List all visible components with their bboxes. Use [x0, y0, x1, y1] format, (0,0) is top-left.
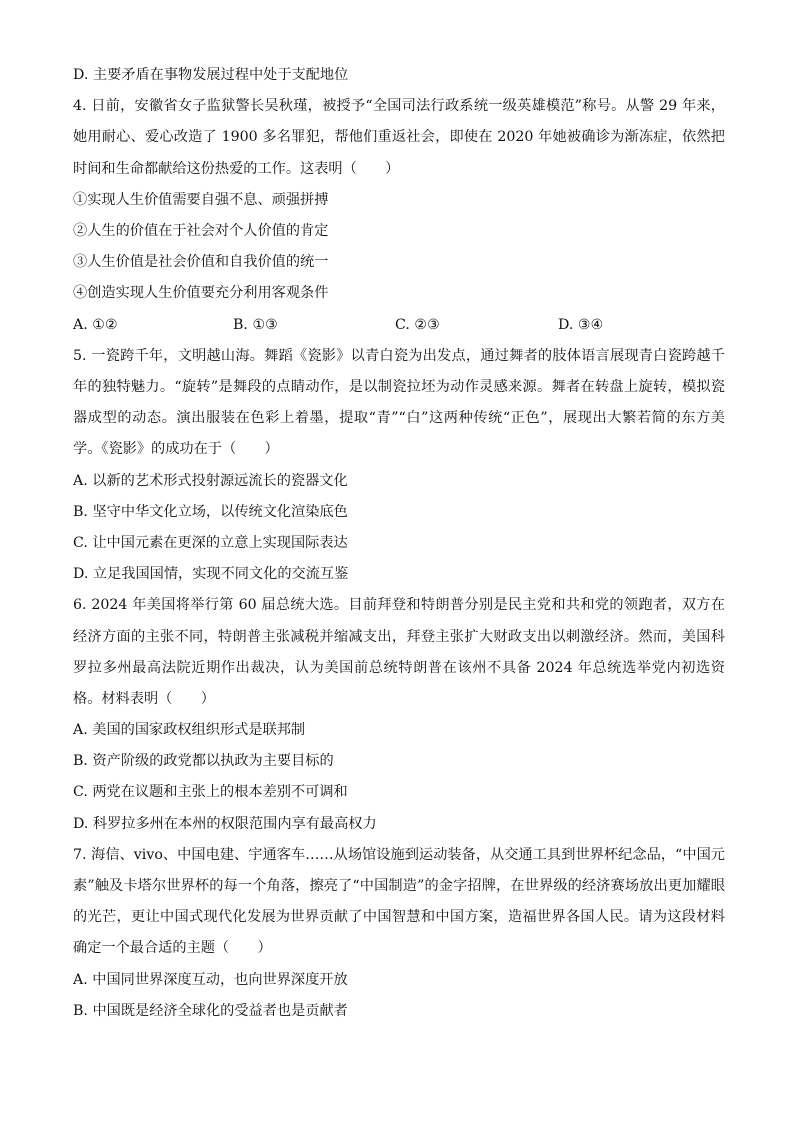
q6-option-d: D. 科罗拉多州在本州的权限范围内享有最高权力	[73, 815, 377, 832]
q5-option-c: C. 让中国元素在更深的立意上实现国际表达	[73, 534, 348, 551]
q6-stem	[73, 590, 725, 715]
q4-statement-1: ①实现人生价值需要自强不息、顽强拼搏	[73, 191, 329, 208]
q4-options	[73, 310, 725, 341]
q4-option-b: B. ①③	[233, 316, 278, 333]
q3-option-d: D. 主要矛盾在事物发展过程中处于支配地位	[73, 67, 349, 83]
q7-option-a: A. 中国同世界深度互动，也向世界深度开放	[73, 971, 348, 988]
q4-statement-4: ④创造实现人生价值要充分利用客观条件	[73, 285, 329, 302]
q6-option-a: A. 美国的国家政权组织形式是联邦制	[73, 722, 306, 739]
q7-option-b: B. 中国既是经济全球化的受益者也是贡献者	[73, 1002, 348, 1019]
q7-stem	[73, 840, 725, 965]
q6-option-c: C. 两党在议题和主张上的根本差别不可调和	[73, 784, 348, 801]
q4-option-d: D. ③④	[558, 316, 604, 333]
q4-option-c: C. ②③	[395, 316, 440, 333]
q6-stem-text: 6. 2024 年美国将举行第 60 届总统大选。目前拜登和特朗普分别是民主党和共和党的领跑者，双方在经济方面的主张不同，特朗普主张减税并缩减支出，拜登主张扩大财政支出以刺激经济。然而，美国科罗拉多州最高法院近期作出裁决，认为美国前总统特朗普在该州不具备 2024 年总统选举党内初选资格。材料表明（ ）	[73, 597, 725, 707]
q4-option-a: A. ①②	[73, 316, 118, 333]
q4-statement-3: ③人生价值是社会价值和自我价值的统一	[73, 254, 329, 271]
q6-option-b: B. 资产阶级的政党都以执政为主要目标的	[73, 753, 334, 770]
q5-option-d: D. 立足我国国情，实现不同文化的交流互鉴	[73, 566, 349, 583]
q5-stem	[73, 341, 725, 466]
q5-stem-text: 5. 一瓷跨千年，文明越山海。舞蹈《瓷影》以青白瓷为出发点，通过舞者的肢体语言展现青白瓷跨越千年的独特魅力。“旋转”是舞段的点睛动作，是以制瓷拉坯为动作灵感来源。舞者在转盘上旋转，模拟瓷器成型的动态。演出服装在色彩上着墨，提取“青”“白”这两种传统“正色”，展现出大繁若简的东方美学。《瓷影》的成功在于（ ）	[73, 347, 725, 458]
q5-option-b: B. 坚守中华文化立场，以传统文化渲染底色	[73, 503, 348, 520]
q5-option-a: A. 以新的艺术形式投射源远流长的瓷器文化	[73, 472, 348, 489]
q4-statement-2: ②人生的价值在于社会对个人价值的肯定	[73, 222, 329, 239]
page-content	[73, 60, 725, 1027]
q7-stem-text: 7. 海信、vivo、中国电建、宇通客车……从场馆设施到运动装备，从交通工具到世界杯纪念品，“中国元素”触及卡塔尔世界杯的每一个角落，擦亮了“中国制造”的金字招牌，在世界级的经济赛场放出更加耀眼的光芒，更让中国式现代化发展为世界贡献了中国智慧和中国方案，造福世界各国人民。请为这段材料确定一个最合适的主题（ ）	[73, 846, 725, 957]
q4-stem	[73, 91, 725, 185]
q4-stem-text: 4. 日前，安徽省女子监狱警长吴秋瑾，被授予“全国司法行政系统一级英雄模范”称号。从警 29 年来，她用耐心、爱心改造了 1900 多名罪犯，帮他们重返社会，即使在 2020 年她被确诊为渐冻症，依然把时间和生命都献给这份热爱的工作。这表明（ ）	[73, 98, 725, 177]
